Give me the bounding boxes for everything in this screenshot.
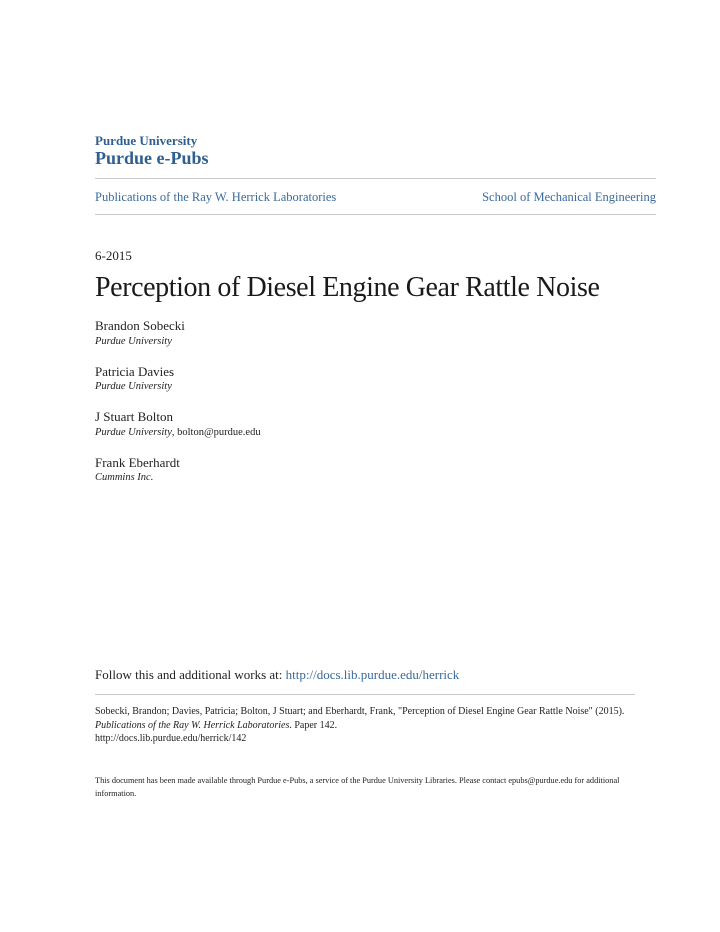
school-link[interactable]: School of Mechanical Engineering xyxy=(482,190,656,204)
publication-date: 6-2015 xyxy=(95,248,132,263)
header-divider-top xyxy=(95,178,656,179)
follow-text: Follow this and additional works at: xyxy=(95,667,286,682)
paper-title: Perception of Diesel Engine Gear Rattle Noise xyxy=(95,272,600,303)
author-affiliation xyxy=(95,336,172,347)
recommended-citation xyxy=(95,705,635,746)
citation-series-line xyxy=(95,719,635,733)
author-affiliation xyxy=(95,427,261,438)
affiliation-text: Purdue University xyxy=(95,336,172,347)
author-name: Brandon Sobecki xyxy=(95,318,185,333)
citation-url[interactable]: http://docs.lib.purdue.edu/herrick/142 xyxy=(95,733,247,744)
herrick-collection-link[interactable]: http://docs.lib.purdue.edu/herrick xyxy=(285,667,460,682)
citation-line: Sobecki, Brandon; Davies, Patricia; Bolton, J Stuart; and Eberhardt, Frank, "Perception of Diesel Engine Gear Rattle Noise" (2015). xyxy=(95,706,625,717)
author-name: Patricia Davies xyxy=(95,364,175,379)
university-name: Purdue University xyxy=(95,133,198,148)
author-affiliation xyxy=(95,381,172,392)
header-divider-bottom xyxy=(95,214,656,215)
citation-divider xyxy=(95,694,635,695)
author-name: Frank Eberhardt xyxy=(95,455,180,470)
citation-paper-number: . Paper 142. xyxy=(289,719,338,731)
follow-line xyxy=(95,667,459,683)
affiliation-text: Purdue University xyxy=(95,381,172,392)
author-name: J Stuart Bolton xyxy=(95,409,174,424)
repository-name[interactable]: Purdue e-Pubs xyxy=(95,148,209,168)
citation-series: Publications of the Ray W. Herrick Laboratories xyxy=(95,719,290,731)
series-link[interactable]: Publications of the Ray W. Herrick Laboratories xyxy=(95,190,337,204)
author-email[interactable]: , bolton@purdue.edu xyxy=(171,427,261,438)
availability-notice: This document has been made available through Purdue e-Pubs, a service of the Purdue University Libraries. Please contact epubs@purdue.edu for additional information. xyxy=(95,776,620,798)
affiliation-text: Purdue University xyxy=(95,427,172,438)
author-affiliation xyxy=(95,472,153,483)
affiliation-text: Cummins Inc. xyxy=(95,472,154,483)
